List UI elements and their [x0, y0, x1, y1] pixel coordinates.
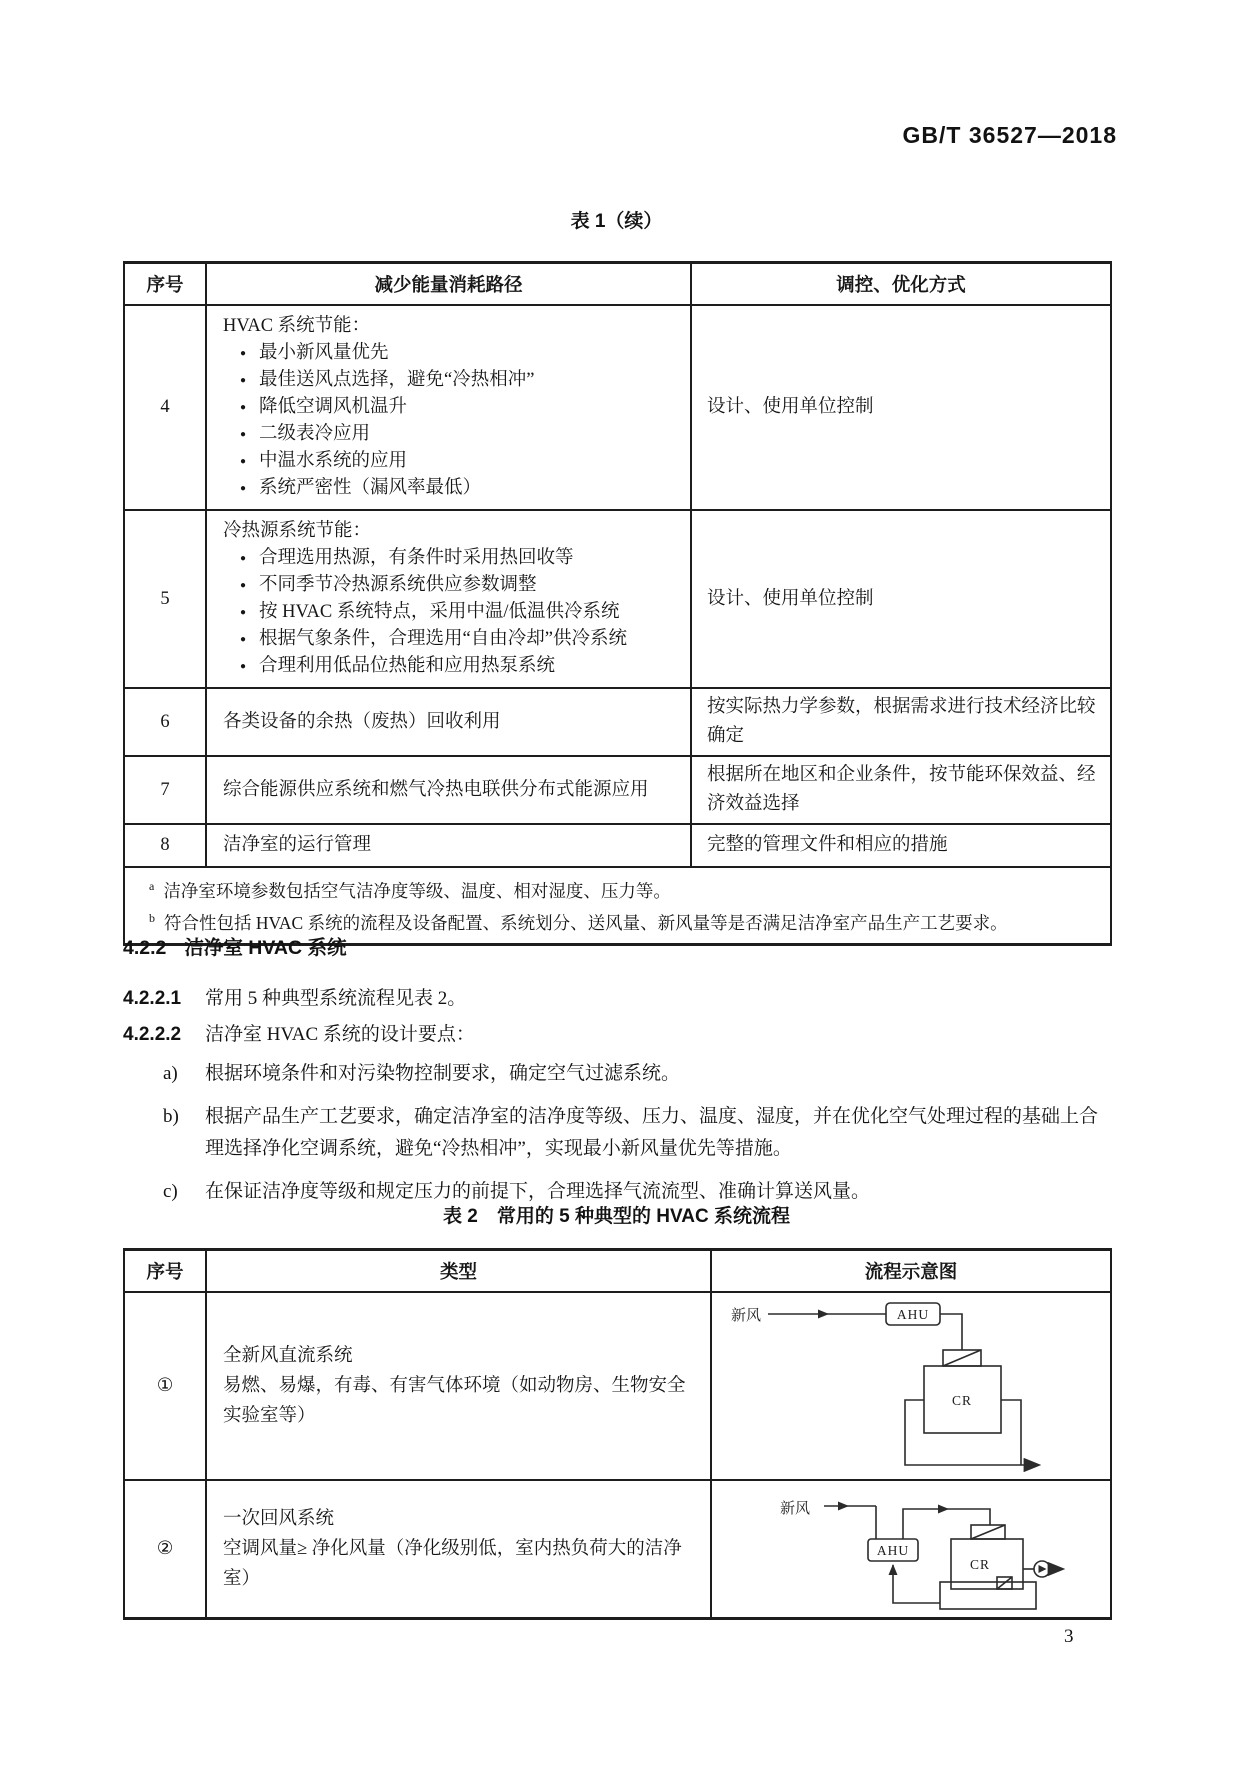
table1-header-control: 调控、优化方式 — [691, 263, 1111, 306]
table-row — [124, 824, 1111, 867]
row-path — [206, 305, 691, 510]
row-control: 设计、使用单位控制 — [691, 510, 1111, 688]
row-no: ② — [124, 1480, 206, 1619]
bullet-list — [223, 545, 676, 680]
type-title: 一次回风系统 — [223, 1509, 335, 1529]
table-row — [124, 305, 1111, 510]
item-text: 在保证洁净度等级和规定压力的前提下，合理选择气流流型、准确计算送风量。 — [205, 1181, 871, 1202]
table-row — [124, 1292, 1111, 1480]
bullet-item: ● 二级表冷应用 — [223, 421, 676, 448]
flow-diagram-cell — [711, 1480, 1111, 1619]
type-desc: 空调风量≥ 净化风量（净化级别低，室内热负荷大的洁净室） — [223, 1539, 682, 1589]
footnote-text: 符合性包括 HVAC 系统的流程及设备配置、系统划分、送风量、新风量等是否满足洁净室产品生产工艺要求。 — [164, 912, 1008, 933]
fan-blade-icon — [1039, 1565, 1047, 1573]
clause-4-2-2-1 — [123, 987, 1115, 1011]
item-mark: c) — [163, 1181, 178, 1202]
item-mark: b) — [163, 1106, 179, 1127]
row-no: 6 — [124, 688, 206, 756]
bullet-item: ● 根据气象条件，合理选用“自由冷却”供冷系统 — [223, 626, 676, 653]
item-text: 根据环境条件和对污染物控制要求，确定空气过滤系统。 — [205, 1063, 681, 1084]
arrow-icon — [938, 1505, 949, 1514]
row-path: 各类设备的余热（废热）回收利用 — [206, 688, 691, 756]
row-control: 按实际热力学参数，根据需求进行技术经济比较确定 — [691, 688, 1111, 756]
item-text: 根据产品生产工艺要求，确定洁净室的洁净度等级、压力、温度、湿度，并在优化空气处理过程的基础上合理选择净化空调系统，避免“冷热相冲”，实现最小新风量优先等措施。 — [205, 1106, 1099, 1159]
section-title: 洁净室 HVAC 系统 — [184, 937, 347, 959]
table1 — [123, 261, 1112, 946]
list-item — [123, 1101, 1115, 1165]
section-4-2-2 — [123, 936, 1115, 1208]
table2-header-diagram: 流程示意图 — [711, 1250, 1111, 1293]
row-no: ① — [124, 1292, 206, 1480]
table2-header-type: 类型 — [206, 1250, 711, 1293]
ahu-label: AHU — [876, 1543, 910, 1558]
clause-number: 4.2.2.1 — [123, 988, 182, 1009]
type-desc: 易燃、易爆，有毒、有害气体环境（如动物房、生物安全实验室等） — [223, 1376, 686, 1426]
cleanroom-label: CR — [969, 1557, 991, 1572]
list-item — [123, 1058, 1115, 1090]
page-number: 3 — [1064, 1626, 1074, 1647]
footnote-mark: b — [149, 910, 155, 925]
fresh-air-label: 新风 — [780, 1501, 811, 1517]
row-no: 7 — [124, 756, 206, 824]
flow-diagram-cell — [711, 1292, 1111, 1480]
bullet-list — [223, 340, 676, 502]
arrow-up-icon — [889, 1564, 898, 1575]
table-row — [124, 756, 1111, 824]
return-plenum-box — [940, 1582, 1036, 1609]
row-control: 完整的管理文件和相应的措施 — [691, 824, 1111, 867]
fresh-air-label: 新风 — [731, 1308, 762, 1324]
row-no: 8 — [124, 824, 206, 867]
footnote-b — [149, 905, 1096, 937]
arrow-icon — [818, 1310, 829, 1319]
footnote-mark: a — [149, 879, 155, 893]
item-mark: a) — [163, 1063, 178, 1084]
row-lead: HVAC 系统节能： — [223, 316, 371, 336]
row-path: 洁净室的运行管理 — [206, 824, 691, 867]
table1-header-row — [124, 263, 1111, 306]
bullet-item: ● 系统严密性（漏风率最低） — [223, 475, 676, 502]
clause-4-2-2-2 — [123, 1023, 1115, 1047]
table1-header-no: 序号 — [124, 263, 206, 306]
section-heading — [123, 936, 1115, 960]
cleanroom-label: CR — [951, 1393, 973, 1408]
row-type — [206, 1292, 711, 1480]
flow-diagram-once-through — [718, 1299, 1052, 1473]
footnotes — [124, 867, 1111, 944]
table1-title: 表 1（续） — [570, 211, 663, 232]
row-path: 综合能源供应系统和燃气冷热电联供分布式能源应用 — [206, 756, 691, 824]
bullet-item: ● 合理利用低品位热能和应用热泵系统 — [223, 653, 676, 680]
footnote-a — [149, 873, 1096, 905]
bullet-item: ● 中温水系统的应用 — [223, 448, 676, 475]
row-no: 5 — [124, 510, 206, 688]
doc-number: GB/T 36527—2018 — [902, 122, 1117, 148]
table2-header-no: 序号 — [124, 1250, 206, 1293]
type-title: 全新风直流系统 — [223, 1346, 353, 1366]
bullet-item: ● 不同季节冷热源系统供应参数调整 — [223, 572, 676, 599]
table2 — [123, 1248, 1112, 1620]
flow-diagram-single-return — [718, 1485, 1066, 1613]
row-lead: 冷热源系统节能： — [223, 521, 372, 541]
bullet-item: ● 按 HVAC 系统特点，采用中温/低温供冷系统 — [223, 599, 676, 626]
table2-header-row — [124, 1250, 1111, 1293]
row-control: 设计、使用单位控制 — [691, 305, 1111, 510]
footnote-row — [124, 867, 1111, 944]
bullet-item: ● 合理选用热源，有条件时采用热回收等 — [223, 545, 676, 572]
bullet-item: ● 最小新风量优先 — [223, 340, 676, 367]
bullet-item: ● 降低空调风机温升 — [223, 394, 676, 421]
row-path — [206, 510, 691, 688]
footnote-text: 洁净室环境参数包括空气洁净度等级、温度、相对湿度、压力等。 — [163, 880, 671, 901]
arrow-icon — [838, 1502, 849, 1511]
row-control: 根据所在地区和企业条件，按节能环保效益、经济效益选择 — [691, 756, 1111, 824]
table-row — [124, 510, 1111, 688]
table-row — [124, 688, 1111, 756]
bullet-item: ● 最佳送风点选择，避免“冷热相冲” — [223, 367, 676, 394]
table2-title: 表 2 常用的 5 种典型的 HVAC 系统流程 — [443, 1206, 790, 1227]
clause-text: 洁净室 HVAC 系统的设计要点： — [205, 1024, 475, 1045]
table-row — [124, 1480, 1111, 1619]
ahu-label: AHU — [896, 1307, 930, 1322]
row-type — [206, 1480, 711, 1619]
clause-text: 常用 5 种典型系统流程见表 2。 — [205, 988, 467, 1009]
row-no: 4 — [124, 305, 206, 510]
section-number: 4.2.2 — [123, 937, 167, 959]
table1-header-path: 减少能量消耗路径 — [206, 263, 691, 306]
clause-number: 4.2.2.2 — [123, 1024, 182, 1045]
